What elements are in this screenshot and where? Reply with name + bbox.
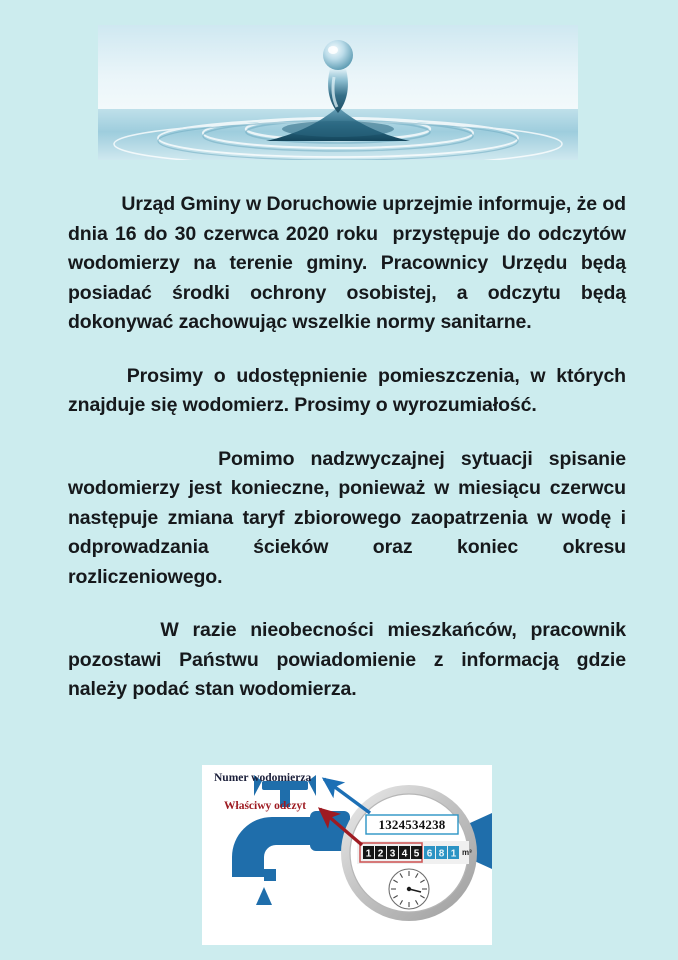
- register-unit-label: m³: [462, 848, 472, 857]
- register-whole-digits: [363, 846, 422, 860]
- whole-digit-1: 1: [365, 848, 372, 860]
- decimal-digit-3: 1: [450, 848, 457, 860]
- paragraph-3: Pomimo nadzwyczajnej sytuacji spisanie wodomierzy jest konieczne, ponieważ w miesiącu czerwcu następuje zmiana taryf zbiorowego zaopatrzenia w wodę i odprowadzania ścieków oraz koniec okresu rozliczeniowego.: [68, 447, 632, 588]
- decimal-digit-2: 8: [438, 848, 445, 860]
- water-drop-illustration: [98, 25, 578, 160]
- paragraph-2: Prosimy o udostępnienie pomieszczenia, w których znajduje się wodomierz. Prosimy o wyrozumiałość.: [68, 364, 632, 416]
- pipe-foot: [264, 869, 276, 881]
- announcement-body: [68, 190, 632, 705]
- whole-digit-4: 4: [401, 848, 408, 860]
- whole-digit-3: 3: [389, 848, 396, 860]
- reading-callout-label: Właściwy odczyt: [224, 800, 307, 812]
- water-meter-illustration: [202, 765, 492, 945]
- water-drop-hero-image: [98, 25, 578, 160]
- serial-callout-label: Numer wodomierza: [214, 772, 312, 784]
- flow-dial-hub: [407, 887, 411, 891]
- splash-base-shadow: [282, 121, 394, 137]
- water-meter-diagram: [202, 765, 492, 945]
- whole-digit-2: 2: [377, 848, 384, 860]
- register-decimal-digits: [424, 846, 459, 860]
- serial-number-value: 1324534238: [378, 817, 446, 832]
- paragraph-1: Urząd Gminy w Doruchowie uprzejmie informuje, że od dnia 16 do 30 czerwca 2020 roku przystępuje do odczytów wodomierzy na terenie gminy. Pracownicy Urzędu będą posiadać środki ochrony osobistej, a odczytu będą dokonywać zachowując wszelkie normy sanitarne.: [68, 193, 632, 333]
- droplet-highlight: [328, 46, 338, 54]
- decimal-digit-1: 6: [426, 848, 433, 860]
- water-droplet: [323, 40, 353, 70]
- paragraph-4: W razie nieobecności mieszkańców, pracownik pozostawi Państwu powiadomienie z informacją gdzie należy podać stan wodomierza.: [68, 619, 632, 700]
- flow-dial: [389, 869, 429, 909]
- whole-digit-5: 5: [413, 848, 420, 860]
